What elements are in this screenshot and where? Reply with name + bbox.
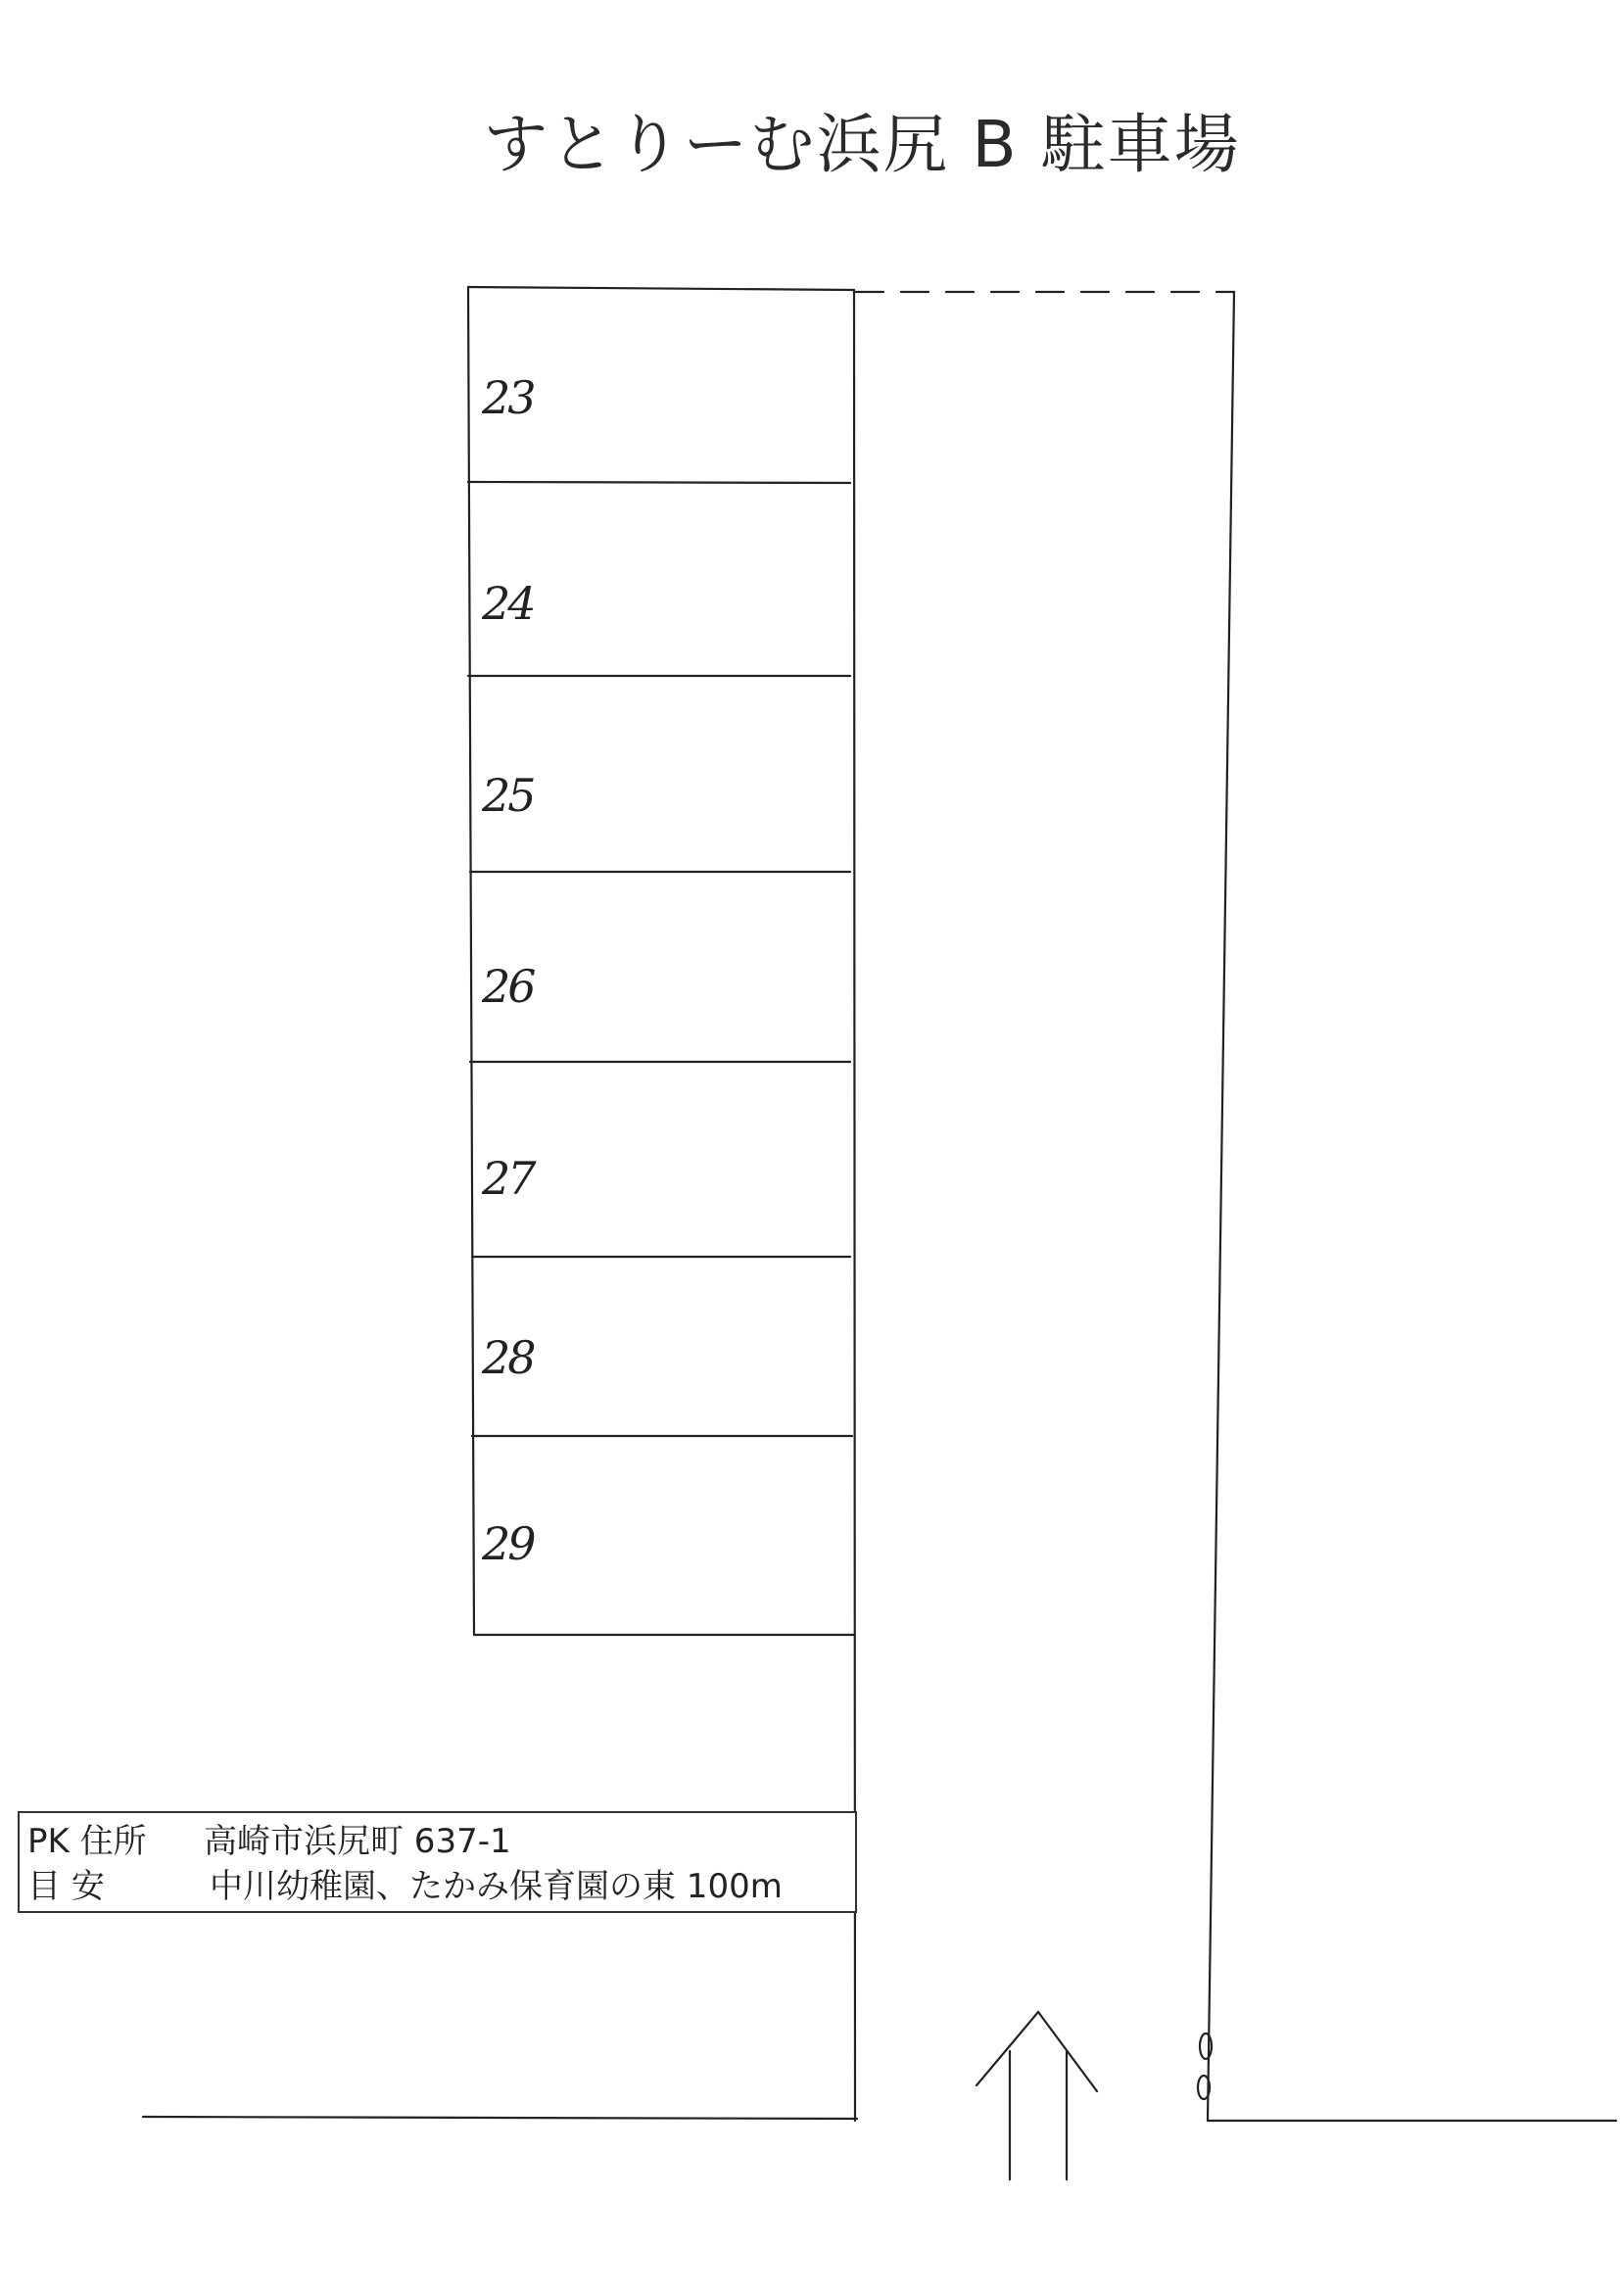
address-info-box xyxy=(18,1811,857,1913)
stall-number-29: 29 xyxy=(482,1517,534,1570)
stall-column-top-edge xyxy=(468,287,854,290)
entry-arrow-head xyxy=(977,2012,1097,2091)
road-edge-left xyxy=(143,2117,857,2119)
aisle-right-edge xyxy=(1208,292,1234,2121)
stall-number-25: 25 xyxy=(482,769,534,822)
page-title: すとりーむ浜尻 B 駐車場 xyxy=(483,107,1241,182)
stall-column-left-edge xyxy=(468,287,474,1635)
landmark-label: 目 安 xyxy=(27,1867,105,1906)
stall-divider xyxy=(468,482,850,483)
landmark-line xyxy=(27,1864,855,1909)
landmark-value: 中川幼稚園、たかみ保育園の東 100m xyxy=(210,1867,783,1906)
stall-number-27: 27 xyxy=(482,1152,534,1205)
stall-number-23: 23 xyxy=(482,371,534,424)
address-label: PK 住所 xyxy=(27,1822,147,1861)
address-line xyxy=(27,1819,855,1864)
gate-symbol-top xyxy=(1200,2033,1212,2059)
stall-number-24: 24 xyxy=(482,577,534,630)
stall-number-28: 28 xyxy=(482,1331,534,1384)
address-value: 高崎市浜尻町 637-1 xyxy=(204,1822,511,1861)
stall-number-26: 26 xyxy=(482,960,534,1013)
